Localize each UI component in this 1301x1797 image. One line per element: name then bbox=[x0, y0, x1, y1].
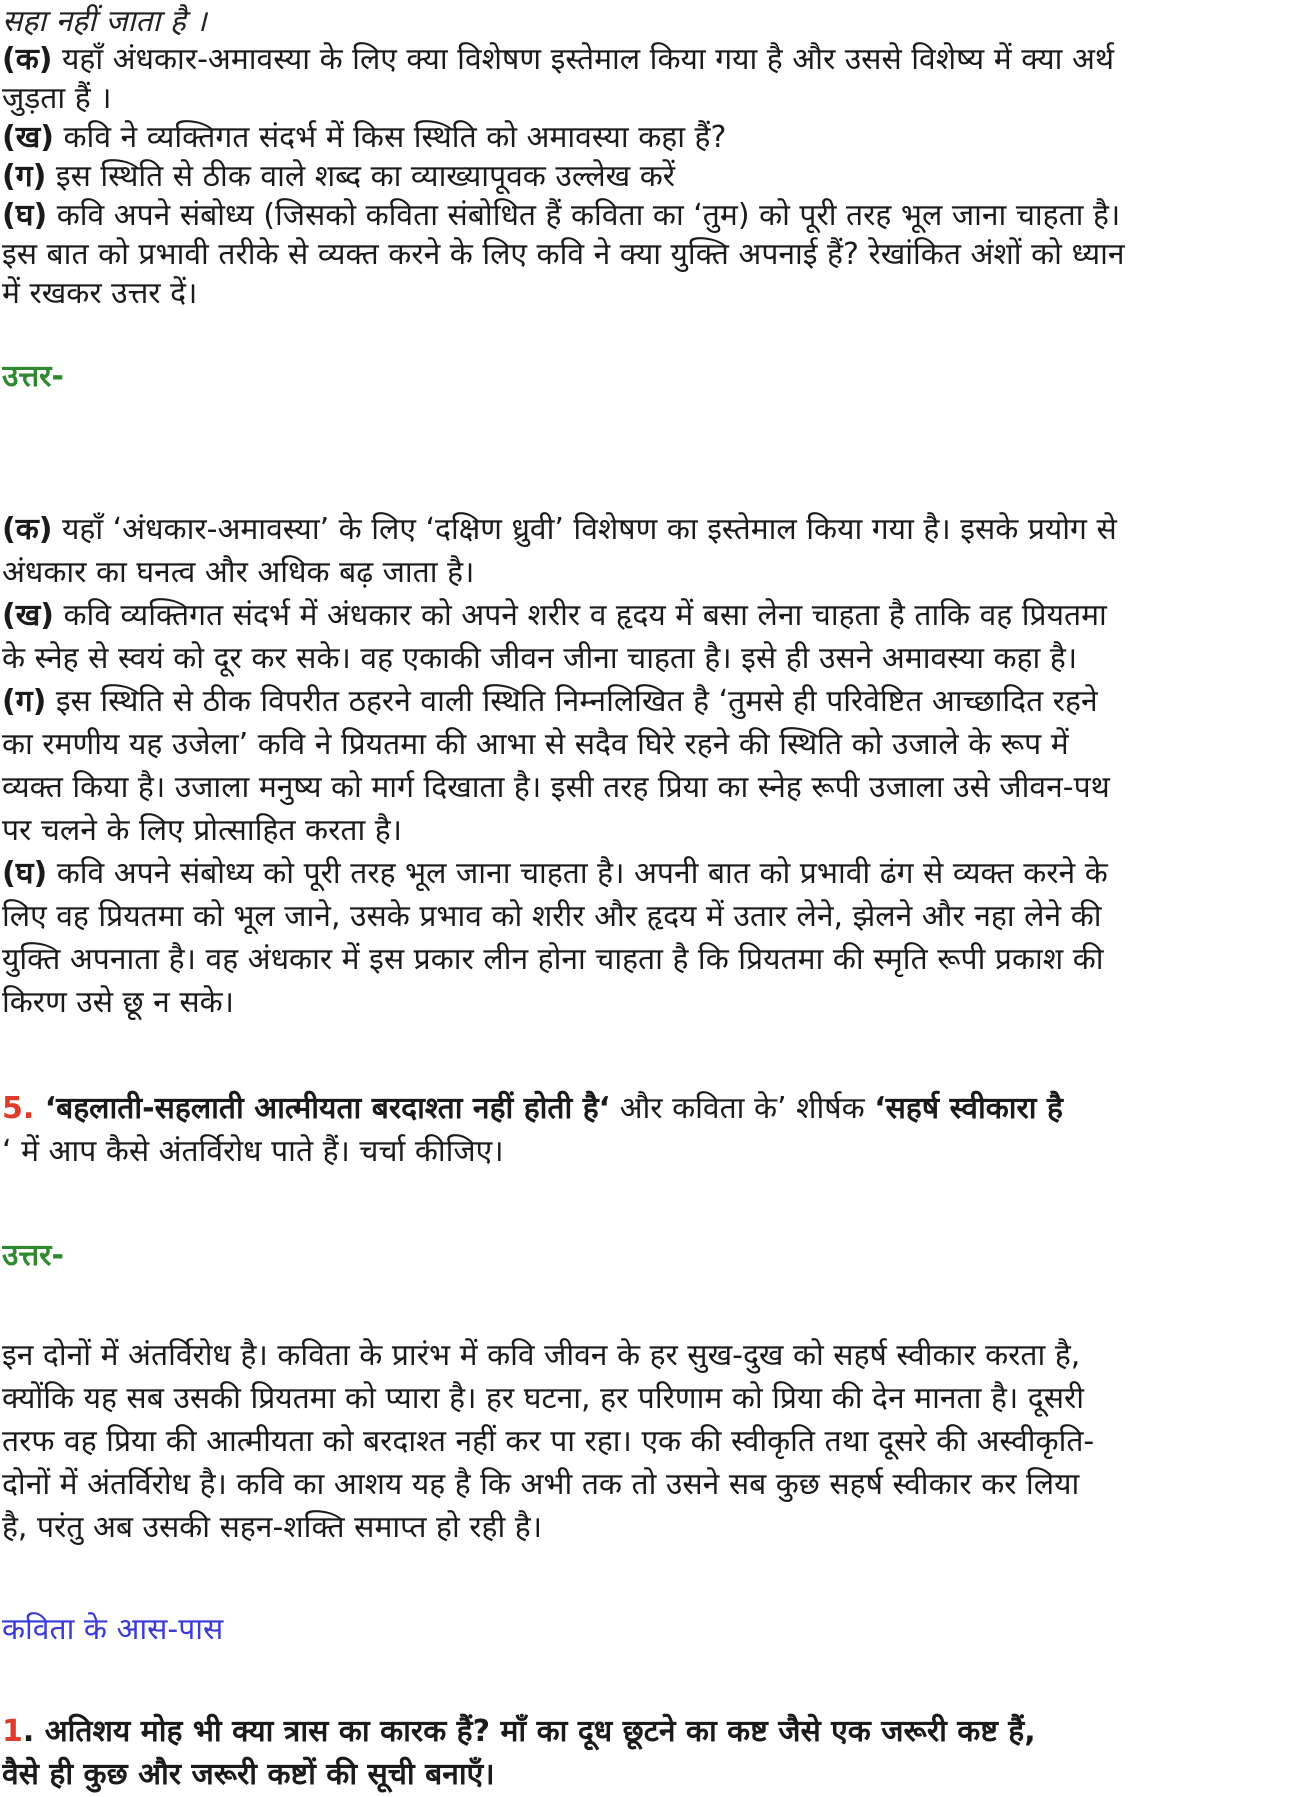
a4-gha-line-4: किरण उसे छू न सके। bbox=[2, 985, 235, 1020]
q4-gha-label: (घ) bbox=[2, 198, 48, 233]
a4-ga-label: (ग) bbox=[2, 684, 47, 719]
q4-gha-line-3: में रखकर उत्तर दें। bbox=[2, 276, 198, 311]
q1-number: 1 bbox=[2, 1714, 23, 1749]
a4-kha-label: (ख) bbox=[2, 598, 54, 633]
a4-ga-line-4: पर चलने के लिए प्रोत्साहित करता है। bbox=[2, 813, 403, 848]
q4-ga-label: (ग) bbox=[2, 159, 47, 194]
q4-gha-text: कवि अपने संबोध्य (जिसको कविता संबोधित हैं कविता का ‘तुम) को पूरी तरह भूल जाना चाहता है। bbox=[47, 198, 1121, 233]
q5-number: 5. bbox=[2, 1091, 35, 1126]
a4-kha-line-2: के स्नेह से स्वयं को दूर कर सके। वह एकाकी जीवन जीना चाहता है। इसे ही उसने अमावस्या कहा है। bbox=[2, 641, 1078, 676]
a4-ga-line-2: का रमणीय यह उजेला’ कवि ने प्रियतमा की आभा से सदैव घिरे रहने की स्थिति को उजाले के रूप में bbox=[2, 727, 1069, 762]
a5-line-5: है, परंतु अब उसकी सहन-शक्ति समाप्त हो रही है। bbox=[2, 1510, 543, 1545]
q4-ka-line-2: जुड़ता हैं । bbox=[2, 81, 112, 116]
q4-ka-label: (क) bbox=[2, 42, 53, 77]
a4-ka-line-1 bbox=[2, 508, 1297, 552]
a4-gha-line-1 bbox=[2, 852, 1297, 896]
a5-line-3: तरफ वह प्रिया की आत्मीयता को बरदाश्त नहीं कर पा रहा। एक की स्वीकृति तथा दूसरे की अस्वीकृति- bbox=[2, 1424, 1095, 1459]
q4-ga-line bbox=[2, 155, 1297, 199]
a4-gha-text: कवि अपने संबोध्य को पूरी तरह भूल जाना चाहता है। अपनी बात को प्रभावी ढंग से व्यक्त करने के bbox=[47, 856, 1108, 891]
q5-line-1 bbox=[2, 1087, 1297, 1131]
a4-ga-text: इस स्थिति से ठीक विपरीत ठहरने वाली स्थिति निम्नलिखित है ‘तुमसे ही परिवेष्टित आच्छादित रहने bbox=[46, 684, 1098, 719]
q1-line-2: वैसे ही कुछ और जरूरी कष्टों की सूची बनाएँ। bbox=[2, 1757, 495, 1792]
q5-text: और कविता के’ शीर्षक bbox=[610, 1091, 875, 1126]
q4-gha-line-2: इस बात को प्रभावी तरीके से व्यक्त करने के लिए कवि ने क्या युक्ति अपनाई हैं? रेखांकित अंशों को ध्यान bbox=[2, 237, 1125, 272]
a4-kha-text: कवि व्यक्तिगत संदर्भ में अंधकार को अपने शरीर व हृदय में बसा लेना चाहता है ताकि वह प्रियतमा bbox=[53, 598, 1107, 633]
q4-ka-line-1 bbox=[2, 38, 1297, 82]
a5-line-4: दोनों में अंतर्विरोध है। कवि का आशय यह है कि अभी तक तो उसने सब कुछ सहर्ष स्वीकार कर लिया bbox=[2, 1467, 1080, 1502]
a4-ka-text: यहाँ ‘अंधकार-अमावस्या’ के लिए ‘दक्षिण ध्रुवी’ विशेषण का इस्तेमाल किया गया है। इसके प्रयोग से bbox=[52, 512, 1117, 547]
q4-gha-line-1 bbox=[2, 194, 1297, 238]
intro-tail: सहा नहीं जाता है । bbox=[2, 4, 207, 39]
q4-kha-label: (ख) bbox=[2, 120, 54, 155]
a4-ga-line-3: व्यक्त किया है। उजाला मनुष्य को मार्ग दिखाता है। इसी तरह प्रिया का स्नेह रूपी उजाला उसे जीवन-पथ bbox=[2, 770, 1110, 805]
a4-kha-line-1 bbox=[2, 594, 1297, 638]
q5-line-2: ‘ में आप कैसे अंतर्विरोध पाते हैं। चर्चा कीजिए। bbox=[2, 1134, 504, 1169]
answer-heading-2: उत्तर- bbox=[2, 1238, 64, 1273]
q5-bold-quote-2: ‘सहर्ष स्वीकारा है bbox=[874, 1091, 1063, 1126]
a5-line-1: इन दोनों में अंतर्विरोध है। कविता के प्रारंभ में कवि जीवन के हर सुख-दुख को सहर्ष स्वीकार करता है, bbox=[2, 1338, 1081, 1373]
q1-text: . अतिशय मोह भी क्या त्रास का कारक हैं? माँ का दूध छूटने का कष्ट जैसे एक जरूरी कष्ट हैं, bbox=[22, 1714, 1036, 1749]
a4-ka-line-2: अंधकार का घनत्व और अधिक बढ़ जाता है। bbox=[2, 555, 475, 590]
q1-line-1 bbox=[2, 1710, 1297, 1754]
q4-ga-text: इस स्थिति से ठीक वाले शब्द का व्याख्यापूवक उल्लेख करें bbox=[46, 159, 676, 194]
a4-gha-line-2: लिए वह प्रियतमा को भूल जाने, उसके प्रभाव को शरीर और हृदय में उतार लेने, झेलने और नहा लेने की bbox=[2, 899, 1102, 934]
q4-ka-text: यहाँ अंधकार-अमावस्या के लिए क्या विशेषण इस्तेमाल किया गया है और उससे विशेष्य में क्या अर्थ bbox=[52, 42, 1115, 77]
a4-gha-label: (घ) bbox=[2, 856, 48, 891]
a5-line-2: क्योंकि यह सब उसकी प्रियतमा को प्यारा है। हर घटना, हर परिणाम को प्रिया की देन मानता है। दूसरी bbox=[2, 1381, 1085, 1416]
a4-gha-line-3: युक्ति अपनाता है। वह अंधकार में इस प्रकार लीन होना चाहता है कि प्रियतमा की स्मृति रूपी प्रकाश की bbox=[2, 942, 1104, 977]
q4-kha-text: कवि ने व्यक्तिगत संदर्भ में किस स्थिति को अमावस्या कहा हैं? bbox=[53, 120, 727, 155]
answer-heading: उत्तर- bbox=[2, 359, 64, 394]
a4-ka-label: (क) bbox=[2, 512, 53, 547]
a4-ga-line-1 bbox=[2, 680, 1297, 724]
q4-kha-line bbox=[2, 116, 1297, 160]
q5-bold-quote-1: ‘बहलाती-सहलाती आत्मीयता बरदाश्ता नहीं होती है‘ bbox=[34, 1091, 611, 1126]
section-heading: कविता के आस-पास bbox=[2, 1612, 224, 1647]
